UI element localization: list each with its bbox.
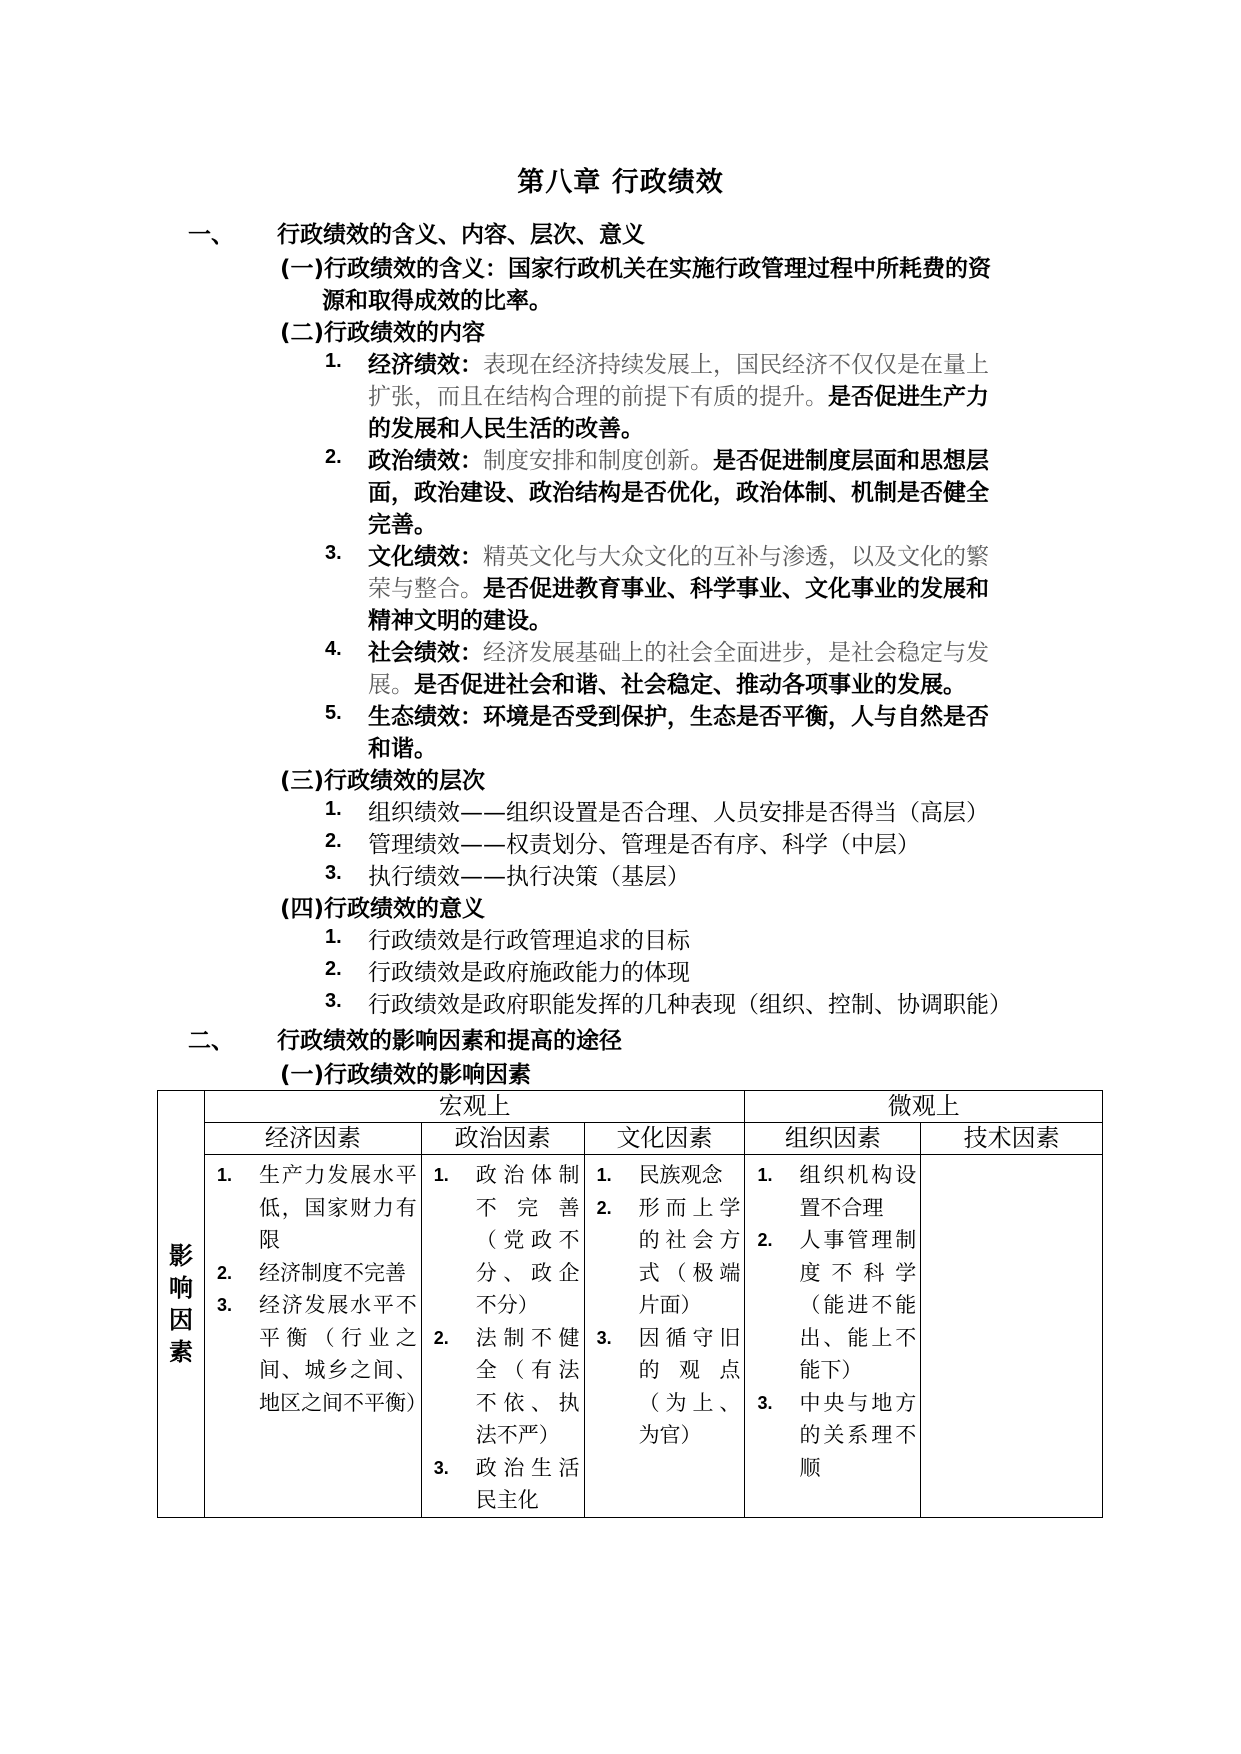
macro-header: 宏观上 [204,1091,744,1123]
section2-sub1-heading: (一)行政绩效的影响因素 [280,1062,532,1088]
factors-table [157,1090,1103,1518]
section2-heading: 行政绩效的影响因素和提高的途径 [277,1028,622,1054]
content-item-number: 4. [325,638,342,660]
list-item: 3. 政治生活民主化 [433,1455,580,1512]
list-item: 1. 民族观念 [596,1163,723,1187]
chapter-title: 第八章 行政绩效 [517,167,724,198]
significance-item-text: 行政绩效是政府施政能力的体现 [368,960,690,986]
content-item-line: 经济绩效：表现在经济持续发展上，国民经济不仅仅是在量上 [368,352,989,378]
content-item-line: 面，政治建设、政治结构是否优化，政治体制、机制是否健全 [368,480,989,506]
sub2-heading: (二)行政绩效的内容 [280,320,486,346]
content-item-line: 政治绩效：制度安排和制度创新。是否促进制度层面和思想层 [368,448,989,474]
list-item: 2. 经济制度不完善 [216,1260,406,1285]
level-item-number: 2. [325,830,342,852]
technical-factors-cell [921,1155,1103,1518]
column-header: 经济因素 [204,1123,421,1155]
level-item-number: 1. [325,798,342,820]
level-item-text: 管理绩效——权责划分、管理是否有序、科学（中层） [368,832,920,858]
content-item-number: 5. [325,702,342,724]
content-item-line: 生态绩效：环境是否受到保护，生态是否平衡，人与自然是否 [368,704,989,730]
level-item-text: 执行绩效——执行决策（基层） [368,864,690,890]
sub4-heading: (四)行政绩效的意义 [280,896,486,922]
section1-heading: 行政绩效的含义、内容、层次、意义 [277,222,645,248]
content-item-line: 完善。 [368,512,437,538]
content-item-line: 展。是否促进社会和谐、社会稳定、推动各项事业的发展。 [368,672,966,698]
content-item-line: 荣与整合。是否促进教育事业、科学事业、文化事业的发展和 [368,576,989,602]
content-item-number: 1. [325,350,342,372]
list-item: 1. 政治体制不完善（党政不分、政企不分） [433,1163,580,1317]
significance-item-number: 1. [325,926,342,948]
micro-header: 微观上 [745,1091,1103,1123]
sub1-definition-cont: 源和取得成效的比率。 [322,288,552,314]
column-header: 文化因素 [584,1123,745,1155]
side-label-text: 影响因素 [168,1241,193,1366]
cultural-factors-cell [584,1155,745,1518]
list-item: 3. 因循守旧的观点（为上、为官） [596,1325,741,1447]
content-item-line: 和谐。 [368,736,437,762]
list-item: 3. 经济发展水平不平衡（行业之间、城乡之间、地区之间不平衡） [216,1293,427,1415]
economic-factors-cell [204,1155,427,1518]
political-factors-cell [421,1155,584,1518]
sub3-heading: (三)行政绩效的层次 [280,768,486,794]
content-item-line: 精神文明的建设。 [368,608,552,634]
list-item: 1. 组织机构设置不合理 [757,1163,917,1220]
section2-number: 二、 [188,1028,234,1054]
column-header: 组织因素 [745,1123,921,1155]
column-header: 技术因素 [921,1123,1103,1155]
content-item-number: 2. [325,446,342,468]
significance-item-text: 行政绩效是政府职能发挥的几种表现（组织、控制、协调职能） [368,992,1012,1018]
significance-item-number: 2. [325,958,342,980]
table-side-label [158,1091,205,1518]
column-header: 政治因素 [421,1123,584,1155]
significance-item-number: 3. [325,990,342,1012]
sub1-definition: (一)行政绩效的含义：国家行政机关在实施行政管理过程中所耗费的资 [280,256,992,282]
significance-item-text: 行政绩效是行政管理追求的目标 [368,928,690,954]
section1-number: 一、 [188,222,234,248]
list-item: 2. 人事管理制度不科学（能进不能出、能上不能下） [757,1228,917,1382]
content-item-number: 3. [325,542,342,564]
level-item-number: 3. [325,862,342,884]
list-item: 3. 中央与地方的关系理不顺 [757,1390,917,1480]
content-item-line: 的发展和人民生活的改善。 [368,416,644,442]
list-item: 1. 生产力发展水平低，国家财力有限 [216,1163,417,1252]
level-item-text: 组织绩效——组织设置是否合理、人员安排是否得当（高层） [368,800,989,826]
organizational-factors-cell [745,1155,921,1518]
list-item: 2. 形而上学的社会方式（极端片面） [596,1195,741,1317]
list-item: 2. 法制不健全（有法不依、执法不严） [433,1325,580,1447]
content-item-line: 文化绩效：精英文化与大众文化的互补与渗透，以及文化的繁 [368,544,989,570]
content-item-line: 扩张，而且在结构合理的前提下有质的提升。是否促进生产力 [368,384,989,410]
content-item-line: 社会绩效：经济发展基础上的社会全面进步，是社会稳定与发 [368,640,989,666]
